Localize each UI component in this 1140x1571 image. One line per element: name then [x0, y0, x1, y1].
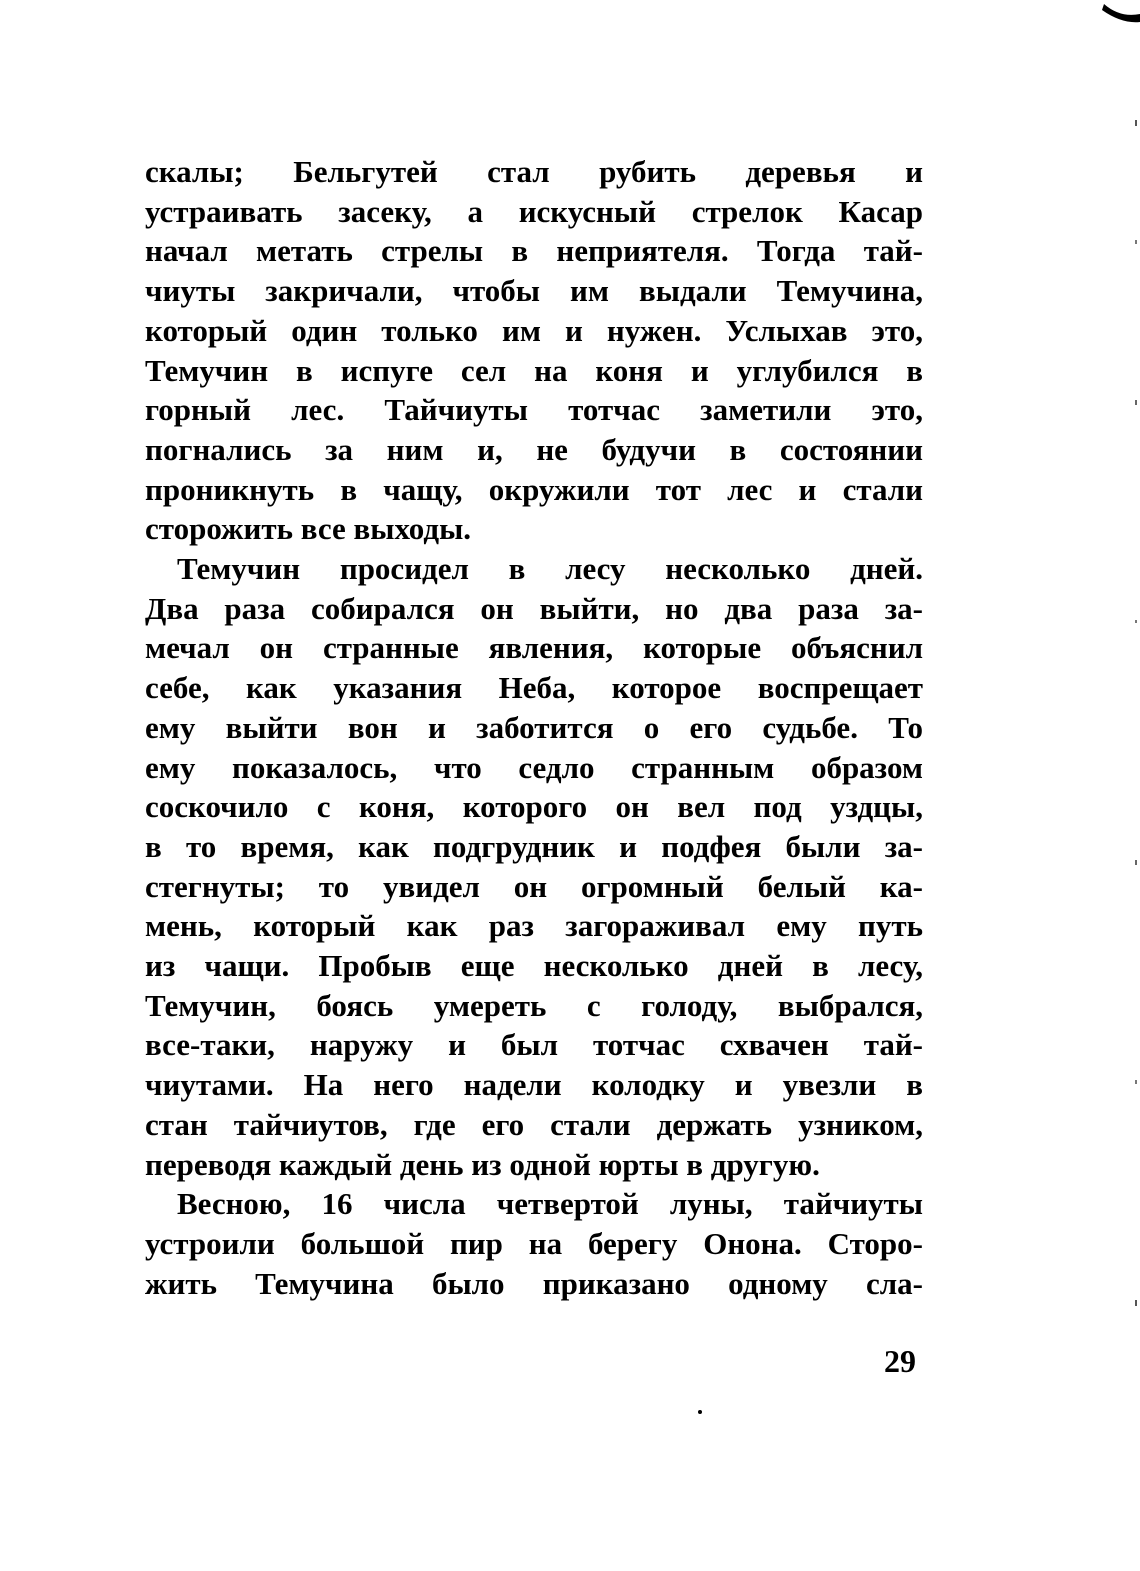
text-line: начал метать стрелы в неприятеля. Тогда тай- — [145, 233, 923, 269]
text-line: Темучин в испуге сел на коня и углубился в — [145, 352, 923, 388]
page-text — [145, 152, 923, 1303]
text-line: сторожить все выходы. — [145, 511, 472, 547]
stray-mark — [698, 1410, 702, 1414]
text-line: стегнуты; то увидел он огромный белый ка- — [145, 868, 923, 904]
text-line: все-таки, наружу и был тотчас схвачен тай- — [145, 1027, 923, 1063]
text-line: горный лес. Тайчиуты тотчас заметили это, — [145, 392, 923, 428]
text-line: стан тайчиутов, где его стали держать узником, — [145, 1106, 923, 1142]
text-line: скалы; Бельгутей стал рубить деревья и — [145, 154, 923, 189]
text-line: погнались за ним и, не будучи в состоянии — [145, 431, 923, 467]
text-line: ему показалось, что седло странным образом — [145, 749, 923, 785]
page-corner-mark — [1100, 0, 1140, 30]
text-line: мень, который как раз загораживал ему путь — [145, 908, 923, 944]
text-line: ему выйти вон и заботится о его судьбе. То — [145, 709, 923, 745]
text-line: жить Темучина было приказано одному сла- — [145, 1265, 923, 1301]
text-line: проникнуть в чащу, окружили тот лес и стали — [145, 471, 923, 507]
text-line: мечал он странные явления, которые объяснил — [145, 630, 923, 666]
text-line: из чащи. Пробыв еще несколько дней в лесу, — [145, 948, 923, 984]
text-line: Темучин просидел в лесу несколько дней. — [177, 551, 923, 587]
text-line: в то время, как подгрудник и подфея были за- — [145, 828, 923, 864]
text-line: который один только им и нужен. Услыхав это, — [145, 312, 923, 348]
text-line: переводя каждый день из одной юрты в другую. — [145, 1146, 820, 1182]
text-line: чиуты закричали, чтобы им выдали Темучина, — [145, 273, 923, 309]
page-edge-specks — [1135, 100, 1138, 1400]
text-line: устраивать засеку, а искусный стрелок Касар — [145, 193, 923, 229]
text-line: себе, как указания Неба, которое воспрещает — [145, 670, 923, 706]
text-line: устроили большой пир на берегу Онона. Сторо- — [145, 1225, 923, 1261]
text-line: Темучин, боясь умереть с голоду, выбрался, — [145, 987, 923, 1023]
text-line: чиутами. На него надели колодку и увезли в — [145, 1067, 923, 1103]
text-line: Два раза собирался он выйти, но два раза за- — [145, 590, 923, 626]
page-number: 29 — [884, 1343, 916, 1379]
text-line: Весною, 16 числа четвертой луны, тайчиуты — [177, 1186, 923, 1222]
text-line: соскочило с коня, которого он вел под уздцы, — [145, 789, 923, 825]
